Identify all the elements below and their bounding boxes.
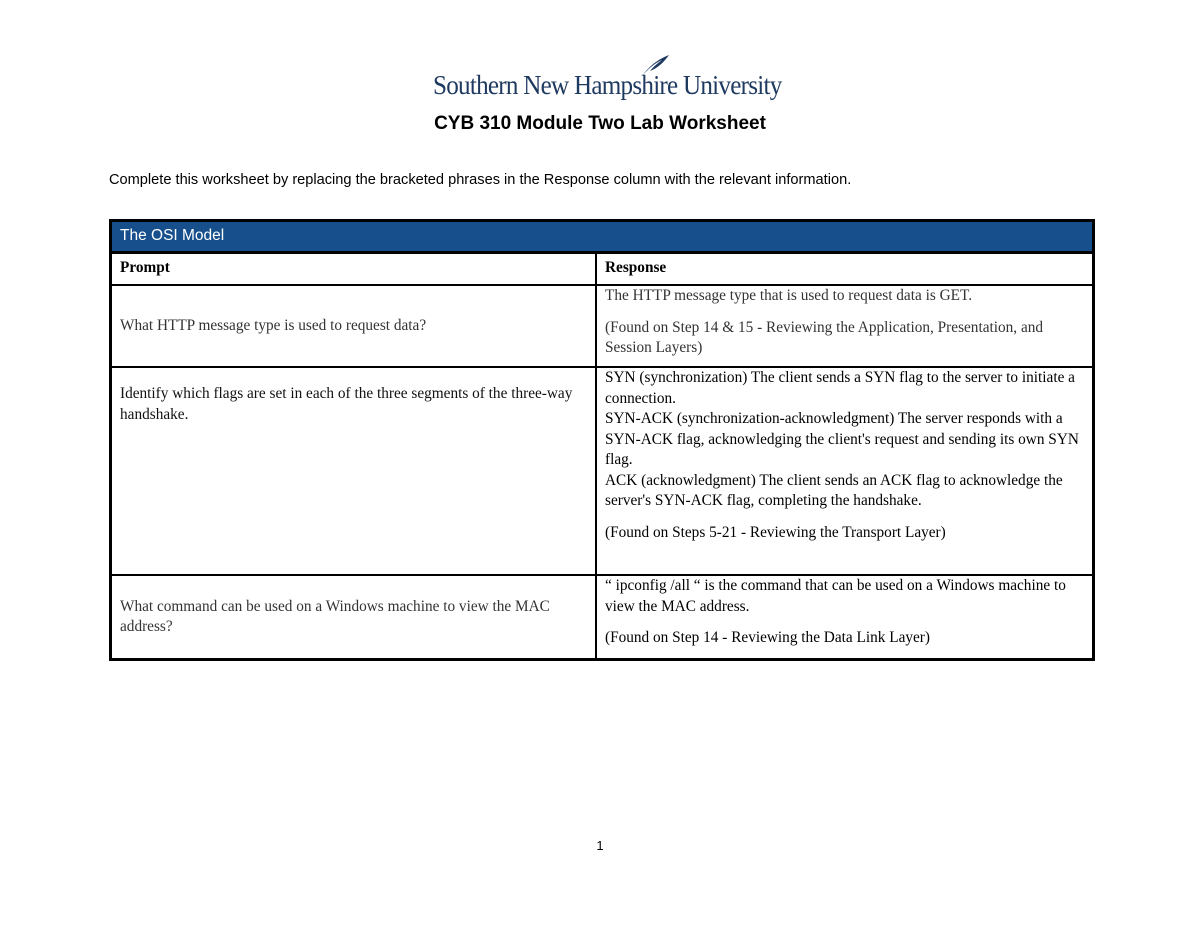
table-header-row [112, 254, 1092, 285]
table-row [112, 285, 1092, 367]
worksheet-table [112, 254, 1092, 658]
response-source: (Found on Step 14 & 15 - Reviewing the Application, Presentation, and Session Layers) [605, 318, 1044, 356]
table-row [112, 367, 1092, 575]
response-text: SYN-ACK (synchronization-acknowledgment) The server responds with a SYN-ACK flag, acknowledging the client's request and sending its own SYN flag. [605, 410, 1079, 468]
response-text: ACK (acknowledgment) The client sends an ACK flag to acknowledge the server's SYN-ACK flag, completing the handshake. [605, 471, 1063, 509]
response-text: SYN (synchronization) The client sends a SYN flag to the server to initiate a connection. [605, 369, 1075, 407]
response-source: (Found on Steps 5-21 - Reviewing the Transport Layer) [605, 523, 946, 541]
prompt-cell: What command can be used on a Windows machine to view the MAC address? [112, 575, 596, 658]
table-row [112, 575, 1092, 658]
page-number: 1 [596, 838, 604, 853]
instructions-text: Complete this worksheet by replacing the bracketed phrases in the Response column with the relevant information. [109, 172, 852, 188]
column-header-prompt: Prompt [112, 254, 596, 285]
prompt-cell: What HTTP message type is used to request data? [112, 285, 596, 367]
page-title: CYB 310 Module Two Lab Worksheet [434, 113, 766, 134]
table-section-title: The OSI Model [112, 222, 1092, 254]
university-logo [433, 54, 782, 104]
column-header-response: Response [596, 254, 1092, 285]
prompt-cell: Identify which flags are set in each of the three segments of the three-way handshake. [112, 367, 596, 575]
logo-wordmark: Southern New Hampshire University [433, 70, 782, 100]
response-source: (Found on Step 14 - Reviewing the Data Link Layer) [605, 629, 930, 646]
response-cell[interactable] [596, 367, 1092, 575]
response-cell[interactable] [596, 575, 1092, 658]
response-text: “ ipconfig /all “ is the command that can be used on a Windows machine to view the MAC address. [605, 577, 1066, 615]
osi-model-table [109, 219, 1095, 661]
response-cell[interactable] [596, 285, 1092, 367]
response-text: The HTTP message type that is used to request data is GET. [605, 287, 973, 304]
